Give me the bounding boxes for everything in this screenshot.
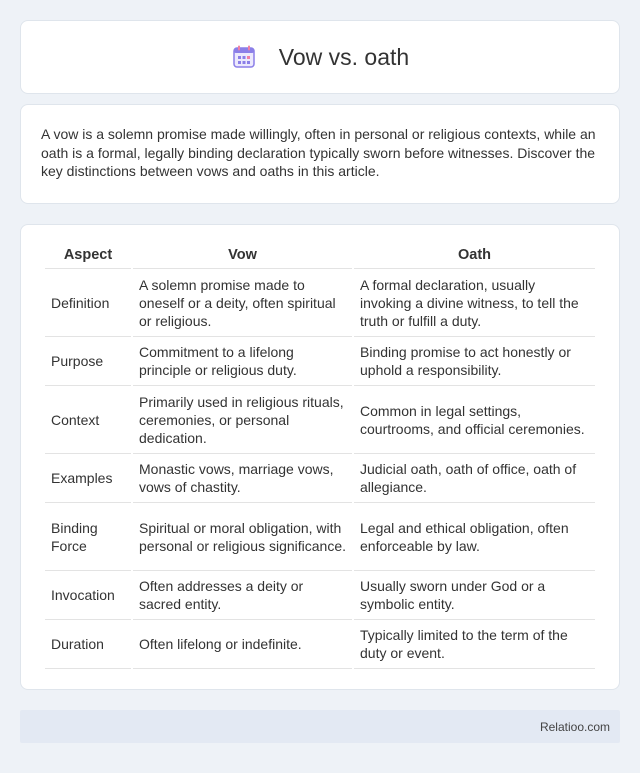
cell-vow: Often lifelong or indefinite. (133, 620, 352, 669)
footer (20, 710, 620, 743)
table-row (45, 386, 595, 454)
page-title: Vow vs. oath (278, 43, 410, 70)
intro-card (20, 104, 620, 204)
cell-aspect: Context (45, 386, 131, 454)
cell-oath: Legal and ethical obligation, often enforceable by law. (354, 503, 595, 571)
table-row (45, 269, 595, 337)
table-row (45, 337, 595, 386)
cell-oath: Common in legal settings, courtrooms, and official ceremonies. (354, 386, 595, 454)
cell-aspect: Purpose (45, 337, 131, 386)
table-row (45, 454, 595, 503)
cell-vow: A solemn promise made to oneself or a deity, often spiritual or religious. (133, 269, 352, 337)
header-vow: Vow (133, 241, 352, 269)
cell-aspect: Examples (45, 454, 131, 503)
calendar-icon (231, 44, 257, 70)
cell-aspect: Definition (45, 269, 131, 337)
comparison-table (43, 241, 597, 669)
cell-vow: Commitment to a lifelong principle or religious duty. (133, 337, 352, 386)
cell-aspect: Invocation (45, 571, 131, 620)
cell-oath: Usually sworn under God or a symbolic entity. (354, 571, 595, 620)
cell-aspect: Binding Force (45, 503, 131, 571)
table-header-row (45, 241, 595, 269)
table-row (45, 620, 595, 669)
header-oath: Oath (354, 241, 595, 269)
header-aspect: Aspect (45, 241, 131, 269)
cell-oath: Judicial oath, oath of office, oath of allegiance. (354, 454, 595, 503)
cell-oath: Binding promise to act honestly or uphold a responsibility. (354, 337, 595, 386)
footer-site-link[interactable]: Relatioo.com (539, 719, 610, 734)
cell-vow: Spiritual or moral obligation, with personal or religious significance. (133, 503, 352, 571)
comparison-table-card (20, 224, 620, 690)
title-card (20, 20, 620, 94)
table-row (45, 503, 595, 571)
cell-oath: A formal declaration, usually invoking a divine witness, to tell the truth or fulfill a duty. (354, 269, 595, 337)
cell-vow: Primarily used in religious rituals, ceremonies, or personal dedication. (133, 386, 352, 454)
intro-text: A vow is a solemn promise made willingly, often in personal or religious contexts, while an oath is a formal, legally binding declaration typically sworn before witnesses. Discover the key distinctions between vows and oaths in this article. (41, 126, 596, 179)
cell-aspect: Duration (45, 620, 131, 669)
cell-vow: Monastic vows, marriage vows, vows of chastity. (133, 454, 352, 503)
cell-oath: Typically limited to the term of the duty or event. (354, 620, 595, 669)
table-row (45, 571, 595, 620)
cell-vow: Often addresses a deity or sacred entity. (133, 571, 352, 620)
